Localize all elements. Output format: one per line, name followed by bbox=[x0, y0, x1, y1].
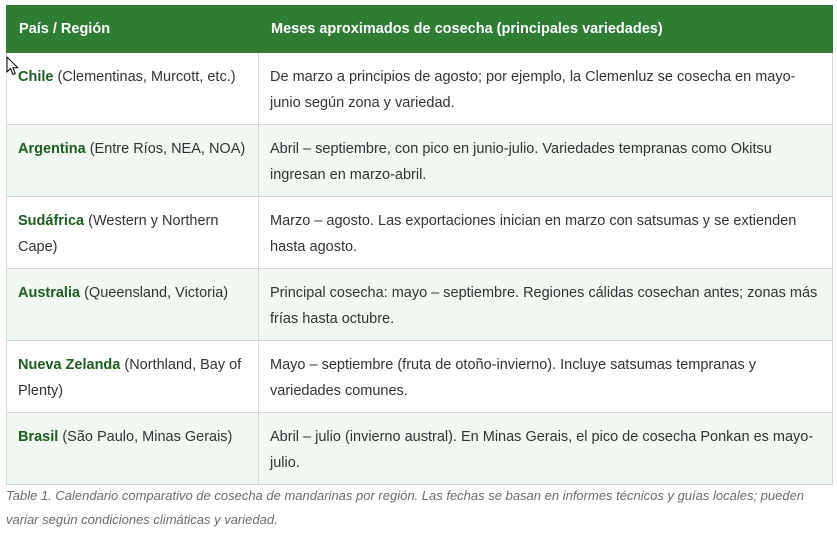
months-cell: Principal cosecha: mayo – septiembre. Regiones cálidas cosechan antes; zonas más frías hasta octubre. bbox=[259, 269, 833, 341]
region-text: (Entre Ríos, NEA, NOA) bbox=[85, 141, 246, 157]
table-row bbox=[7, 269, 833, 341]
months-cell: De marzo a principios de agosto; por ejemplo, la Clemenluz se cosecha en mayo-junio según zona y variedad. bbox=[259, 53, 833, 125]
months-cell: Abril – septiembre, con pico en junio-julio. Variedades tempranas como Okitsu ingresan en marzo-abril. bbox=[259, 125, 833, 197]
header-row bbox=[7, 6, 833, 53]
table-header bbox=[7, 6, 833, 53]
country-cell bbox=[7, 413, 259, 485]
table-row bbox=[7, 341, 833, 413]
months-cell: Marzo – agosto. Las exportaciones inician en marzo con satsumas y se extienden hasta agosto. bbox=[259, 197, 833, 269]
months-cell: Mayo – septiembre (fruta de otoño-invierno). Incluye satsumas tempranas y variedades comunes. bbox=[259, 341, 833, 413]
country-cell bbox=[7, 341, 259, 413]
country-cell bbox=[7, 53, 259, 125]
table-row bbox=[7, 125, 833, 197]
region-text: (Clementinas, Murcott, etc.) bbox=[53, 69, 236, 85]
country-name: Chile bbox=[18, 69, 54, 85]
table-row bbox=[7, 197, 833, 269]
harvest-table-container bbox=[6, 5, 832, 485]
country-name: Australia bbox=[18, 285, 81, 301]
region-text: (Western y Northern Cape) bbox=[18, 213, 219, 255]
mouse-cursor-icon bbox=[6, 56, 20, 76]
header-country-region: País / Región bbox=[7, 6, 259, 53]
country-name: Argentina bbox=[18, 141, 86, 157]
months-cell: Abril – julio (invierno austral). En Minas Gerais, el pico de cosecha Ponkan es mayo-julio. bbox=[259, 413, 833, 485]
country-name: Sudáfrica bbox=[18, 213, 85, 229]
table-row bbox=[7, 53, 833, 125]
country-cell bbox=[7, 125, 259, 197]
country-name: Brasil bbox=[18, 429, 59, 445]
table-caption: Table 1. Calendario comparativo de cosecha de mandarinas por región. Las fechas se basan en informes técnicos y guías locales; pueden variar según condiciones climáticas y variedad. bbox=[6, 488, 805, 527]
region-text: (Queensland, Victoria) bbox=[80, 285, 229, 301]
header-harvest-months: Meses aproximados de cosecha (principales variedades) bbox=[259, 6, 833, 53]
harvest-calendar-table bbox=[6, 5, 833, 485]
region-text: (São Paulo, Minas Gerais) bbox=[58, 429, 233, 445]
country-name: Nueva Zelanda bbox=[18, 357, 121, 373]
table-body bbox=[7, 53, 833, 485]
table-row bbox=[7, 413, 833, 485]
country-cell bbox=[7, 197, 259, 269]
region-text: (Northland, Bay of Plenty) bbox=[18, 357, 242, 399]
country-cell bbox=[7, 269, 259, 341]
